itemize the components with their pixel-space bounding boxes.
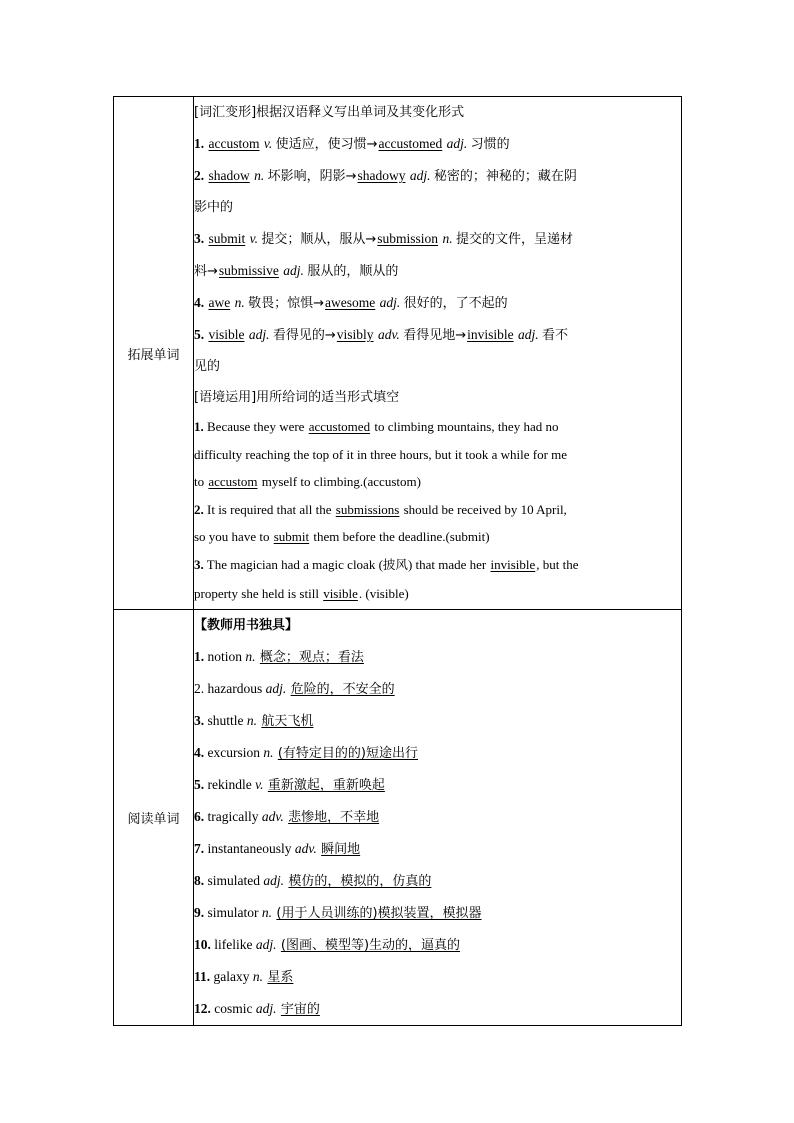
reading-word-item-5: 5. rekindle v. 重新激起，重新唤起 (194, 777, 385, 793)
answer-meaning: (有特定目的的)短途出行 (277, 746, 419, 761)
reading-word-item-2: 2. hazardous adj. 危险的，不安全的 (194, 681, 395, 697)
answer-word: visibly (336, 327, 374, 342)
answer-meaning: 航天飞机 (261, 714, 314, 729)
reading-words-content (194, 610, 682, 1026)
reading-word-item-8: 8. simulated adj. 模仿的，模拟的，仿真的 (194, 873, 432, 889)
word-item-5: 5. visible adj. 看得见的→visibly adv. 看得见地→invisible adj. 看不 见的 (194, 327, 568, 374)
answer-word: accustom (208, 136, 260, 151)
reading-word-list (194, 641, 681, 1025)
answer-blank: invisible (490, 556, 536, 572)
answer-meaning: 宇宙的 (280, 1002, 320, 1017)
exercise-1: 1. Because they were accustomed to climbing mountains, they had no difficulty reaching the top of it in three hours, but it took a while for me to accustom myself to climbing.(accustom) (194, 419, 568, 489)
row-label-reading-words: 阅读单词 (114, 610, 194, 1026)
answer-word: shadow (208, 168, 250, 183)
vocabulary-table (113, 96, 682, 1026)
exercise-3: 3. The magician had a magic cloak (披风) that made her invisible, but the property she held is still visible. (visible) (194, 556, 579, 601)
answer-meaning: 模仿的，模拟的，仿真的 (288, 874, 432, 889)
answer-meaning: 概念；观点；看法 (259, 650, 364, 665)
answer-blank: accustom (208, 474, 258, 489)
expanded-words-content (194, 97, 682, 610)
table-row-reading-words (114, 610, 682, 1026)
answer-meaning: (用于人员训练的)模拟装置，模拟器 (276, 906, 482, 921)
word-item-3: 3. submit v. 提交；顺从，服从→submission n. 提交的文件，呈递材 料→submissive adj. 服从的，顺从的 (194, 231, 573, 279)
answer-meaning: 星系 (267, 970, 294, 985)
reading-word-item-1: 1. notion n. 概念；观点；看法 (194, 649, 364, 665)
answer-word: submissive (218, 263, 279, 278)
answer-word: awe (208, 295, 231, 310)
answer-word: visible (208, 327, 245, 342)
answer-meaning: 瞬间地 (321, 842, 361, 857)
word-forms-heading: [词汇变形]根据汉语释义写出单词及其变化形式 (194, 105, 465, 120)
reading-word-item-9: 9. simulator n. (用于人员训练的)模拟装置，模拟器 (194, 905, 482, 921)
context-usage-heading: [语境运用]用所给词的适当形式填空 (194, 390, 400, 405)
exercise-2: 2. It is required that all the submissions should be received by 10 April, so you have to submit them before the deadline.(submit) (194, 501, 567, 544)
reading-word-item-7: 7. instantaneously adv. 瞬间地 (194, 841, 361, 857)
row-label-expanded-words: 拓展单词 (114, 97, 194, 610)
answer-blank: submissions (335, 501, 400, 517)
answer-meaning: 悲惨地，不幸地 (288, 810, 380, 825)
answer-word: shadowy (357, 168, 406, 183)
answer-word: submit (208, 231, 246, 246)
word-item-1: 1. accustom v. 使适应，使习惯→accustomed adj. 习惯的 (194, 136, 510, 152)
answer-word: submission (377, 231, 439, 246)
word-item-4: 4. awe n. 敬畏；惊惧→awesome adj. 很好的，了不起的 (194, 295, 508, 311)
reading-word-item-12: 12. cosmic adj. 宇宙的 (194, 1001, 320, 1017)
reading-word-item-10: 10. lifelike adj. (图画、模型等)生动的，逼真的 (194, 937, 461, 953)
word-item-2: 2. shadow n. 坏影响，阴影→shadowy adj. 秘密的；神秘的；藏在阴 影中的 (194, 168, 577, 215)
teacher-edition-heading: 【教师用书独具】 (194, 618, 299, 633)
answer-blank: submit (273, 529, 310, 544)
table-row-expanded-words (114, 97, 682, 610)
reading-word-item-3: 3. shuttle n. 航天飞机 (194, 713, 314, 729)
reading-word-item-6: 6. tragically adv. 悲惨地，不幸地 (194, 809, 380, 825)
answer-word: accustomed (378, 136, 443, 151)
answer-word: awesome (325, 295, 376, 310)
answer-blank: visible (323, 586, 358, 601)
answer-meaning: 危险的，不安全的 (290, 682, 395, 697)
answer-blank: accustomed (308, 419, 371, 434)
answer-meaning: 重新激起，重新唤起 (267, 778, 385, 793)
answer-word: invisible (467, 327, 514, 342)
answer-meaning: (图画、模型等)生动的，逼真的 (280, 938, 461, 953)
reading-word-item-11: 11. galaxy n. 星系 (194, 969, 294, 985)
reading-word-item-4: 4. excursion n. (有特定目的的)短途出行 (194, 745, 419, 761)
